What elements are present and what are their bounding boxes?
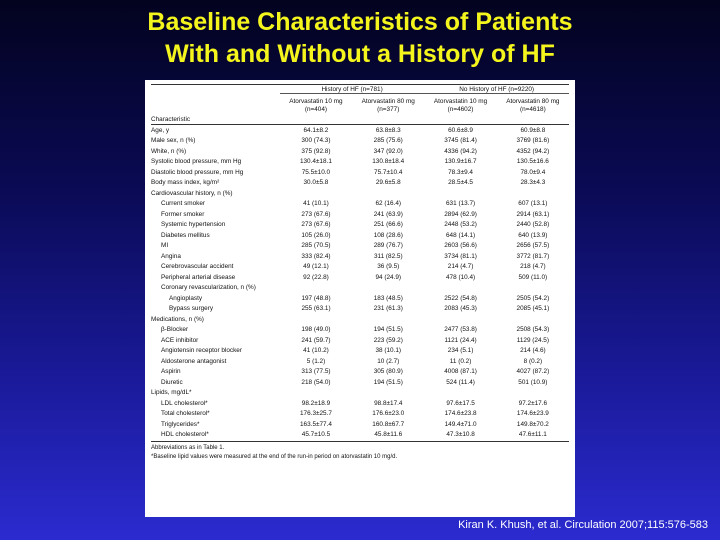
row-value: 524 (11.4)	[446, 378, 475, 386]
table-row	[151, 283, 569, 294]
column-header: Atorvastatin 10 mg (n=4602)	[433, 98, 488, 113]
row-value: 607 (13.1)	[518, 200, 548, 208]
row-value: 285 (75.6)	[373, 137, 403, 145]
row-value: 273 (67.6)	[301, 221, 331, 229]
row-label: Diabetes mellitus	[161, 231, 210, 239]
row-value: 28.3±4.3	[520, 179, 546, 187]
row-value: 78.3±9.4	[448, 168, 473, 176]
row-label: Total cholesterol*	[161, 410, 210, 418]
row-value: 5 (1.2)	[306, 357, 326, 365]
row-value: 174.6±23.8	[444, 410, 477, 418]
table-row	[151, 335, 569, 346]
row-value: 214 (4.6)	[520, 347, 546, 355]
citation: Kiran K. Khush, et al. Circulation 2007;115:576-583	[458, 519, 708, 531]
row-value: 2656 (57.5)	[516, 242, 550, 250]
row-value: 223 (59.2)	[373, 336, 403, 344]
row-value: 285 (70.5)	[301, 242, 331, 250]
row-value: 218 (54.0)	[301, 378, 331, 386]
row-label: MI	[161, 242, 169, 250]
table-row	[151, 199, 569, 210]
slide-title-line-2: With and Without a History of HF	[165, 40, 555, 68]
row-value: 2448 (53.2)	[444, 221, 477, 229]
row-value: 273 (67.6)	[301, 210, 331, 218]
table-row	[151, 241, 569, 252]
row-value: 28.5±4.5	[448, 179, 473, 187]
row-value: 305 (80.9)	[373, 368, 403, 376]
table-row	[151, 146, 569, 157]
row-value: 2603 (56.6)	[444, 242, 477, 250]
row-value: 38 (10.1)	[375, 347, 402, 355]
row-label: ACE inhibitor	[161, 336, 199, 344]
table-row	[151, 167, 569, 178]
row-value: 241 (63.9)	[373, 210, 403, 218]
row-value: 333 (82.4)	[301, 252, 331, 260]
row-value: 2894 (62.9)	[444, 210, 477, 218]
row-value: 2440 (52.8)	[516, 221, 550, 229]
row-label: Lipids, mg/dL*	[151, 389, 192, 397]
row-value: 2914 (63.1)	[516, 210, 550, 218]
row-value: 130.8±18.4	[372, 158, 405, 166]
row-value: 45.7±10.5	[301, 431, 331, 439]
row-value: 98.8±17.4	[374, 399, 403, 407]
row-value: 478 (10.4)	[446, 273, 476, 281]
row-value: 62 (16.4)	[375, 200, 402, 208]
baseline-characteristics-table	[145, 80, 575, 517]
characteristic-header: Characteristic	[151, 115, 191, 123]
slide-title-line-1: Baseline Characteristics of Patients	[147, 8, 573, 36]
row-value: 197 (48.8)	[301, 294, 331, 302]
row-value: 4352 (94.2)	[516, 147, 550, 155]
row-value: 45.8±11.6	[374, 431, 403, 439]
row-value: 10 (2.7)	[377, 357, 400, 365]
slide-title	[0, 6, 720, 70]
row-value: 47.6±11.1	[518, 431, 547, 439]
row-value: 149.8±70.2	[516, 420, 549, 428]
row-label: Diuretic	[161, 378, 183, 386]
row-value: 501 (10.9)	[518, 378, 548, 386]
footnote-abbreviations: Abbreviations as in Table 1.	[151, 445, 225, 451]
row-value: 11 (0.2)	[449, 357, 472, 365]
row-label: Male sex, n (%)	[151, 137, 196, 145]
row-label: Age, y	[151, 126, 170, 134]
row-value: 234 (5.1)	[447, 347, 474, 355]
row-value: 241 (59.7)	[301, 336, 331, 344]
row-value: 130.5±16.6	[516, 158, 549, 166]
table-row	[151, 178, 569, 189]
row-value: 347 (92.0)	[373, 147, 403, 155]
row-value: 214 (4.7)	[447, 263, 474, 271]
row-label: White, n (%)	[151, 147, 187, 155]
row-value: 4336 (94.2)	[444, 147, 477, 155]
row-label: Diastolic blood pressure, mm Hg	[151, 168, 244, 176]
row-value: 130.9±16.7	[444, 158, 477, 166]
table-footnotes	[151, 441, 569, 461]
row-label: Cerebrovascular accident	[161, 263, 234, 271]
table-row	[151, 188, 569, 199]
row-label: LDL cholesterol*	[161, 399, 208, 407]
row-label: Angiotensin receptor blocker	[161, 347, 242, 355]
group-header-hf-history: History of HF (n=781)	[280, 86, 425, 94]
row-value: 176.6±23.0	[372, 410, 405, 418]
table-row	[151, 304, 569, 315]
table-row	[151, 230, 569, 241]
row-value: 3734 (81.1)	[444, 252, 477, 260]
row-value: 63.8±8.3	[375, 126, 401, 134]
table-row	[151, 409, 569, 420]
table-row	[151, 272, 569, 283]
footnote-lipids: *Baseline lipid values were measured at the end of the run-in period on atorvastatin 10 mg/d.	[151, 453, 398, 460]
table-row	[151, 325, 569, 336]
row-label: Bypass surgery	[169, 305, 214, 313]
row-label: Former smoker	[161, 210, 205, 218]
row-value: 60.9±8.8	[520, 126, 546, 134]
row-value: 311 (82.5)	[373, 252, 403, 260]
row-value: 94 (24.9)	[375, 273, 402, 281]
table-column-header-row	[151, 95, 569, 114]
table-row	[151, 157, 569, 168]
table-group-header-row	[151, 84, 569, 95]
row-label: Body mass index, kg/m²	[151, 179, 220, 187]
row-value: 640 (13.9)	[518, 231, 548, 239]
row-label: Cardiovascular history, n (%)	[151, 189, 233, 197]
row-label: β-Blocker	[161, 326, 189, 334]
row-value: 78.0±9.4	[520, 168, 546, 176]
row-label: Medications, n (%)	[151, 315, 204, 323]
row-value: 251 (66.6)	[373, 221, 403, 229]
row-value: 36 (9.5)	[377, 263, 400, 271]
row-value: 160.8±67.7	[372, 420, 405, 428]
table-row	[151, 251, 569, 262]
row-value: 130.4±18.1	[299, 158, 332, 166]
row-value: 4008 (87.1)	[444, 368, 477, 376]
row-value: 41 (10.2)	[303, 347, 329, 355]
row-value: 313 (77.5)	[301, 368, 331, 376]
table-characteristic-header-row	[151, 114, 569, 125]
row-value: 2083 (45.3)	[444, 305, 477, 313]
row-value: 47.3±10.8	[446, 431, 475, 439]
row-value: 97.2±17.6	[518, 399, 548, 407]
row-value: 648 (14.1)	[446, 231, 476, 239]
row-value: 75.7±10.4	[374, 168, 403, 176]
row-value: 255 (63.1)	[301, 305, 331, 313]
row-value: 509 (11.0)	[518, 273, 548, 281]
row-value: 3745 (81.4)	[444, 137, 477, 145]
row-value: 2085 (45.1)	[516, 305, 550, 313]
table-row	[151, 262, 569, 273]
row-label: Aspirin	[161, 368, 181, 376]
row-value: 183 (48.5)	[373, 294, 403, 302]
row-value: 174.6±23.9	[516, 410, 549, 418]
row-value: 289 (76.7)	[373, 242, 403, 250]
row-value: 631 (13.7)	[446, 200, 476, 208]
row-label: Peripheral arterial disease	[161, 273, 236, 281]
row-value: 149.4±71.0	[444, 420, 477, 428]
row-value: 75.5±10.0	[301, 168, 331, 176]
row-value: 3769 (81.6)	[516, 137, 550, 145]
row-value: 231 (61.3)	[373, 305, 403, 313]
row-value: 163.5±77.4	[300, 420, 332, 428]
column-header: Atorvastatin 80 mg (n=4618)	[506, 98, 560, 113]
row-value: 2522 (54.8)	[444, 294, 477, 302]
row-value: 176.3±25.7	[300, 410, 332, 418]
row-label: Aldosterone antagonist	[161, 357, 227, 365]
row-value: 41 (10.1)	[303, 200, 329, 208]
row-label: Systolic blood pressure, mm Hg	[151, 158, 242, 166]
row-value: 60.6±8.9	[448, 126, 473, 134]
row-label: Triglycerides*	[161, 420, 200, 428]
row-value: 29.6±5.8	[375, 179, 401, 187]
row-value: 300 (74.3)	[301, 137, 331, 145]
table-row	[151, 136, 569, 147]
table-row	[151, 388, 569, 399]
table-row	[151, 419, 569, 430]
row-value: 2508 (54.3)	[516, 326, 550, 334]
row-value: 194 (51.5)	[373, 326, 403, 334]
table-row	[151, 367, 569, 378]
table-row	[151, 220, 569, 231]
row-value: 108 (28.6)	[373, 231, 403, 239]
row-value: 64.1±8.2	[303, 126, 329, 134]
table-body	[151, 125, 569, 440]
column-header: Atorvastatin 80 mg (n=377)	[361, 98, 415, 113]
row-value: 8 (0.2)	[523, 357, 543, 365]
row-value: 194 (51.5)	[373, 378, 403, 386]
row-value: 97.6±17.5	[446, 399, 475, 407]
row-label: Systemic hypertension	[161, 221, 226, 229]
row-value: 1121 (24.4)	[444, 336, 477, 344]
table-row	[151, 377, 569, 388]
group-header-no-hf-history: No History of HF (n=9220)	[424, 86, 569, 94]
row-value: 218 (4.7)	[520, 263, 546, 271]
row-value: 105 (26.0)	[301, 231, 331, 239]
column-header: Atorvastatin 10 mg (n=404)	[289, 98, 343, 113]
table-row	[151, 293, 569, 304]
table-row	[151, 356, 569, 367]
row-value: 92 (22.8)	[303, 273, 329, 281]
row-label: Coronary revascularization, n (%)	[161, 284, 256, 292]
table-row	[151, 314, 569, 325]
table-row	[151, 398, 569, 409]
row-label: Angina	[161, 252, 181, 260]
row-value: 375 (92.8)	[301, 147, 331, 155]
row-value: 1129 (24.5)	[516, 336, 549, 344]
row-value: 49 (12.1)	[303, 263, 329, 271]
table-row	[151, 430, 569, 441]
row-value: 4027 (87.2)	[516, 368, 550, 376]
row-label: Current smoker	[161, 200, 206, 208]
row-value: 3772 (81.7)	[516, 252, 550, 260]
row-label: HDL cholesterol*	[161, 431, 209, 439]
row-value: 2477 (53.8)	[444, 326, 477, 334]
row-label: Angioplasty	[169, 294, 203, 302]
table-row	[151, 346, 569, 357]
table-row	[151, 125, 569, 136]
table-row	[151, 209, 569, 220]
row-value: 198 (49.0)	[301, 326, 331, 334]
row-value: 98.2±18.9	[301, 399, 331, 407]
row-value: 30.0±5.8	[303, 179, 329, 187]
row-value: 2505 (54.2)	[516, 294, 550, 302]
